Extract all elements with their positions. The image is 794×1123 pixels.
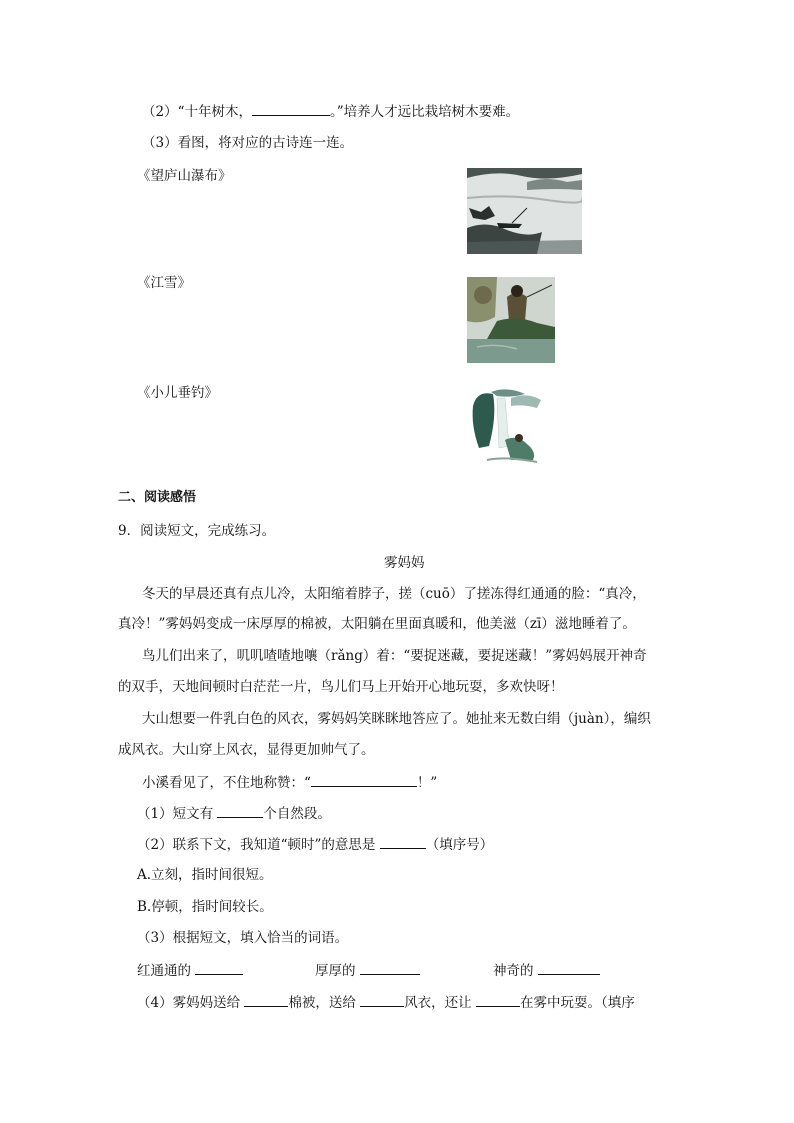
passage-p4: 小溪看见了，不住地称赞：“ ！” [142, 772, 437, 793]
word-fill-1: 红通通的 [137, 960, 243, 981]
word-blank-1[interactable] [195, 960, 243, 975]
passage-title: 雾妈妈 [384, 555, 425, 571]
section-heading: 二、阅读感悟 [118, 490, 197, 505]
q8-item3-instruction: （3）看图，将对应的古诗连一连。 [142, 135, 354, 151]
option-a: A.立刻，指时间很短。 [137, 867, 273, 883]
passage-p1-line2: 真冷！”雾妈妈变成一床厚厚的棉被，太阳躺在里面真暖和，他美滋（zī）滋地睡着了。 [118, 616, 636, 632]
poem-2: 《江雪》 [137, 275, 191, 291]
waterfall-illustration [467, 386, 545, 468]
picture-river-snow [467, 168, 582, 254]
passage-p3-line2: 成风衣。大山穿上风衣，显得更加帅气了。 [118, 742, 375, 758]
word-fill-3: 神奇的 [493, 960, 600, 981]
passage-p3-line1: 大山想要一件乳白色的风衣，雾妈妈笑眯眯地答应了。她扯来无数白绢（juàn），编织 [142, 711, 651, 727]
passage-p1-line1: 冬天的早晨还真有点儿冷，太阳缩着脖子，搓（cuō）了搓冻得红通通的脸：“真冷， [142, 586, 646, 602]
poem-3: 《小儿垂钓》 [137, 385, 218, 401]
gift-blank-1[interactable] [244, 992, 288, 1007]
word-blank-2[interactable] [360, 960, 420, 975]
river-snow-illustration [467, 168, 582, 254]
praise-blank[interactable] [311, 772, 417, 787]
picture-waterfall [467, 386, 545, 468]
sub-question-1: （1）短文有 个自然段。 [137, 803, 331, 824]
sub-question-2: （2）联系下文，我知道“顿时”的意思是 （填序号） [137, 834, 493, 855]
option-b: B.停顿，指时间较长。 [137, 899, 273, 915]
child-fishing-illustration [467, 277, 555, 363]
passage-p2-line2: 的双手，天地间顿时白茫茫一片，鸟儿们马上开始开心地玩耍，多欢快呀！ [118, 679, 564, 695]
paragraph-count-blank[interactable] [217, 803, 263, 818]
picture-child-fishing [467, 277, 555, 363]
q8-item2-blank[interactable] [252, 101, 330, 116]
passage-p2-line1: 鸟儿们出来了，叽叽喳喳地嚷（rǎng）着：“要捉迷藏，要捉迷藏！”雾妈妈展开神奇 [142, 648, 647, 664]
meaning-choice-blank[interactable] [380, 834, 426, 849]
q8-item2: （2）“十年树木， 。”培养人才远比栽培树木要难。 [142, 101, 519, 122]
word-blank-3[interactable] [538, 960, 600, 975]
gift-blank-3[interactable] [476, 992, 520, 1007]
q9-intro: 9．阅读短文，完成练习。 [118, 523, 276, 539]
sub-question-3: （3）根据短文，填入恰当的词语。 [137, 930, 349, 946]
sub-question-4: （4）雾妈妈送给 棉被，送给 风衣，还让 在雾中玩耍。（填序 [137, 992, 635, 1013]
word-fill-2: 厚厚的 [315, 960, 420, 981]
poem-1: 《望庐山瀑布》 [137, 168, 232, 184]
gift-blank-2[interactable] [360, 992, 404, 1007]
